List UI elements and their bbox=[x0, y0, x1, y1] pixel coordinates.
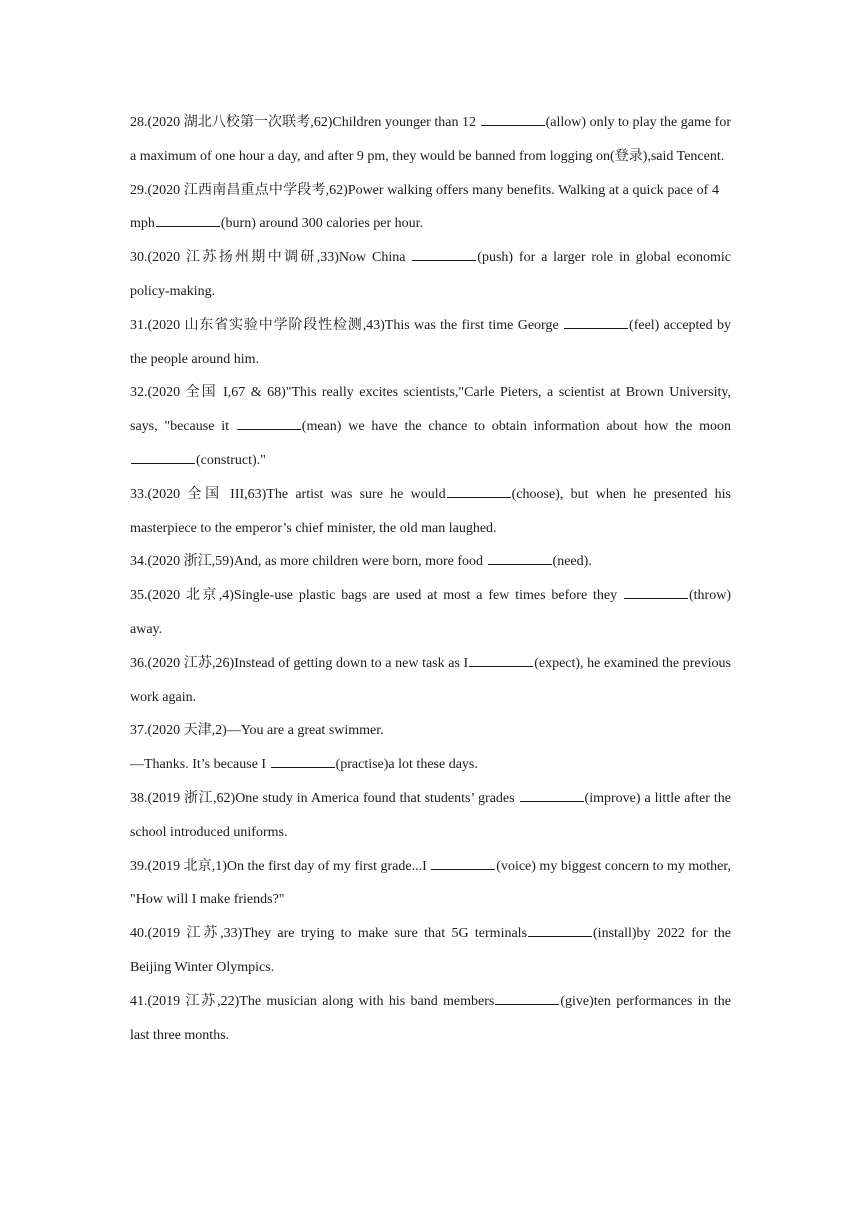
question-text: 28.(2020 湖北八校第一次联考,62)Children younger than 12 bbox=[130, 115, 480, 130]
question-text: 37.(2020 天津,2)—You are a great swimmer. bbox=[130, 723, 384, 739]
question-text: (give)ten performances in the last three months. bbox=[130, 993, 731, 1043]
question-text: (practise)a lot these days. bbox=[335, 757, 478, 773]
question-29 bbox=[130, 174, 731, 242]
answer-blank[interactable] bbox=[469, 652, 533, 667]
answer-blank[interactable] bbox=[528, 922, 592, 937]
question-text: 38.(2019 浙江,62)One study in America found that students’ grades bbox=[130, 790, 519, 806]
question-text: 34.(2020 浙江,59)And, as more children were born, more food bbox=[130, 554, 487, 570]
answer-blank[interactable] bbox=[156, 212, 220, 227]
question-38 bbox=[130, 782, 731, 850]
answer-blank[interactable] bbox=[520, 787, 584, 802]
question-text: 30.(2020 江苏扬州期中调研,33)Now China bbox=[130, 250, 412, 266]
question-text: (burn) around 300 calories per hour. bbox=[220, 216, 424, 232]
question-37b bbox=[130, 748, 731, 782]
question-text: (choose), but when he presented his masterpiece to the emperor’s chief minister, the old man laughed. bbox=[130, 486, 731, 536]
question-40 bbox=[130, 917, 731, 985]
question-36 bbox=[130, 647, 731, 715]
question-list bbox=[130, 106, 731, 1052]
question-text: (need). bbox=[552, 554, 592, 570]
question-text: (improve) a little after the school introduced uniforms. bbox=[130, 790, 731, 840]
question-text: 32.(2020 全国 I,67 & 68)"This really excites scientists,"Carle Pieters, a scientist at Brown University, says, "because it bbox=[130, 385, 731, 435]
question-text: 35.(2020 北京,4)Single-use plastic bags are used at most a few times before they bbox=[130, 588, 623, 604]
question-text: 36.(2020 江苏,26)Instead of getting down to a new task as I bbox=[130, 655, 469, 671]
question-32 bbox=[130, 376, 731, 477]
question-text: (expect), he examined the previous work again. bbox=[130, 655, 731, 705]
question-text: 33.(2020 全国 III,63)The artist was sure he would bbox=[130, 486, 446, 502]
question-text: (throw) away. bbox=[130, 588, 731, 637]
question-text: (construct)." bbox=[196, 452, 266, 468]
question-text: (allow) only to play the game for a maximum of one hour a day, and after 9 pm, they would be banned from logging on(登录),said Tencent. bbox=[130, 115, 732, 164]
question-text: 29.(2020 江西南昌重点中学段考,62)Power walking offers many benefits. Walking at a quick pace of 4 bbox=[130, 182, 719, 198]
answer-blank[interactable] bbox=[488, 550, 552, 565]
answer-blank[interactable] bbox=[431, 855, 495, 870]
question-30 bbox=[130, 241, 731, 309]
question-text: 40.(2019 江苏,33)They are trying to make sure that 5G terminals bbox=[130, 926, 528, 942]
answer-blank[interactable] bbox=[481, 111, 545, 126]
answer-blank[interactable] bbox=[564, 314, 628, 329]
answer-blank[interactable] bbox=[495, 990, 559, 1005]
question-28 bbox=[130, 106, 731, 174]
question-35 bbox=[130, 579, 731, 647]
question-37a bbox=[130, 714, 731, 748]
question-text: (voice) my biggest concern to my mother, "How will I make friends?" bbox=[130, 858, 731, 908]
question-31 bbox=[130, 309, 731, 377]
question-text: 31.(2020 山东省实验中学阶段性检测,43)This was the first time George bbox=[130, 317, 564, 333]
question-text: —Thanks. It’s because I bbox=[130, 757, 270, 773]
question-text: (mean) we have the chance to obtain information about how the moon bbox=[301, 419, 731, 435]
question-text: 41.(2019 江苏,22)The musician along with his band members bbox=[130, 993, 495, 1009]
question-33 bbox=[130, 478, 731, 546]
question-text: 39.(2019 北京,1)On the first day of my first grade...I bbox=[130, 858, 431, 874]
question-text: (install)by 2022 for the Beijing Winter Olympics. bbox=[130, 926, 731, 975]
question-34 bbox=[130, 545, 731, 579]
question-text: (push) for a larger role in global economic policy-making. bbox=[130, 250, 731, 299]
question-39 bbox=[130, 850, 731, 918]
answer-blank[interactable] bbox=[447, 483, 511, 498]
answer-blank[interactable] bbox=[131, 449, 195, 464]
answer-blank[interactable] bbox=[624, 584, 688, 599]
answer-blank[interactable] bbox=[412, 246, 476, 261]
question-41 bbox=[130, 985, 731, 1053]
question-text: (feel) accepted by the people around him. bbox=[130, 317, 731, 367]
answer-blank[interactable] bbox=[237, 415, 301, 430]
question-text: mph bbox=[130, 216, 155, 232]
answer-blank[interactable] bbox=[271, 753, 335, 768]
